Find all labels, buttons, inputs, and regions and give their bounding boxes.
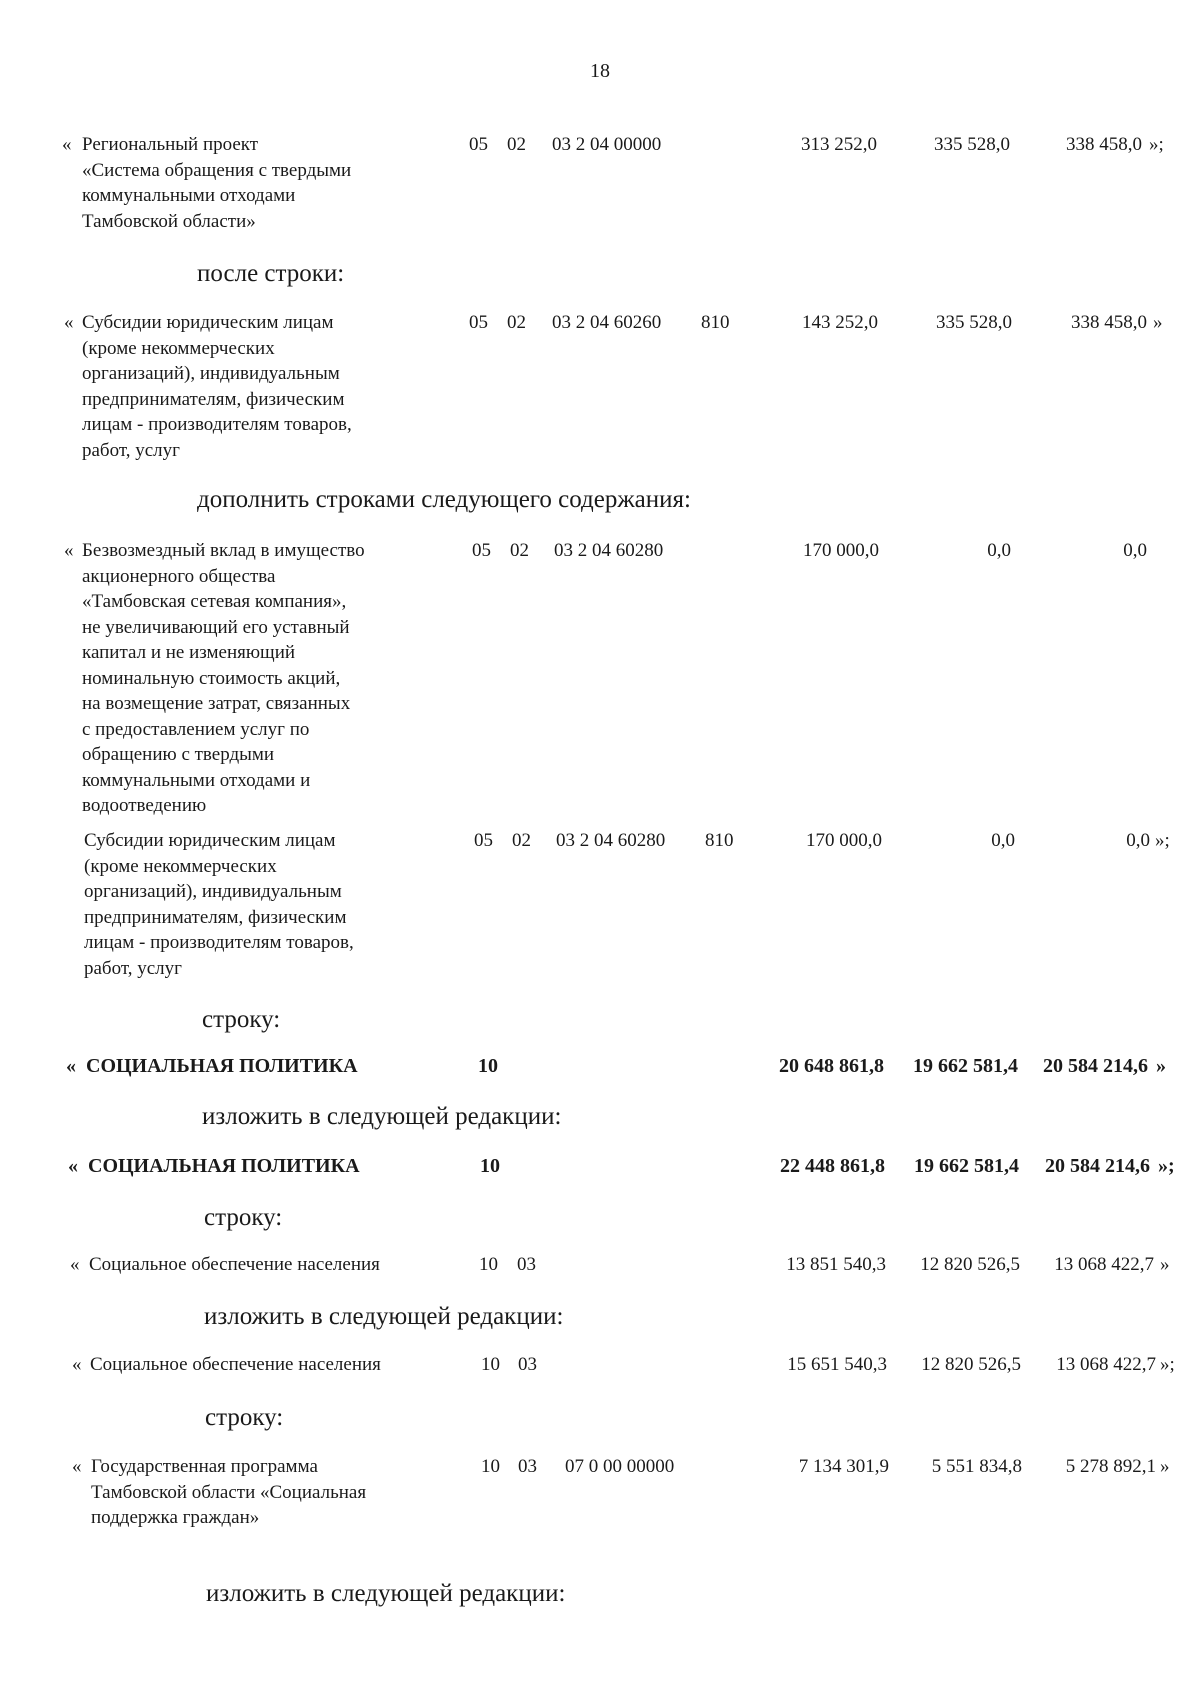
subsection-code: 03 [517, 1254, 536, 1275]
close-quote: »; [1160, 1354, 1175, 1375]
instruction-text: изложить в следующей редакции: [206, 1580, 566, 1607]
section-code: 10 [481, 1456, 500, 1477]
subsection-code: 02 [512, 830, 531, 851]
amount-year-2: 0,0 [991, 830, 1015, 851]
amount-year-3: 0,0 [1123, 540, 1147, 561]
subsection-code: 03 [518, 1456, 537, 1477]
instruction-text: после строки: [197, 260, 345, 287]
expense-type-code: 810 [701, 312, 730, 333]
row-name: СОЦИАЛЬНАЯ ПОЛИТИКА [88, 1155, 360, 1177]
open-quote: « [64, 540, 74, 561]
close-quote: » [1153, 312, 1163, 333]
open-quote: « [62, 134, 72, 155]
subsection-code: 02 [507, 134, 526, 155]
row-name: Социальное обеспечение населения [89, 1254, 380, 1275]
amount-year-2: 12 820 526,5 [921, 1354, 1021, 1375]
section-code: 10 [478, 1055, 498, 1077]
amount-year-2: 19 662 581,4 [913, 1055, 1018, 1077]
instruction-text: изложить в следующей редакции: [202, 1103, 562, 1130]
amount-year-2: 5 551 834,8 [931, 1456, 1022, 1477]
close-quote: » [1156, 1055, 1166, 1077]
row-name: Субсидии юридическим лицам (кроме некоммерческих организаций), индивидуальным предпринимателям, физическим лицам - производителям товаров, работ, услуг [84, 830, 354, 979]
row-name: СОЦИАЛЬНАЯ ПОЛИТИКА [86, 1055, 358, 1077]
amount-year-2: 19 662 581,4 [914, 1155, 1019, 1177]
section-code: 10 [479, 1254, 498, 1275]
amount-year-2: 0,0 [987, 540, 1011, 561]
row-name: Субсидии юридическим лицам (кроме некоммерческих организаций), индивидуальным предпринимателям, физическим лицам - производителям товаров, работ, услуг [82, 312, 352, 461]
section-code: 10 [481, 1354, 500, 1375]
amount-year-2: 335 528,0 [936, 312, 1012, 333]
open-quote: « [70, 1254, 80, 1275]
amount-year-1: 143 252,0 [802, 312, 878, 333]
close-quote: » [1160, 1456, 1170, 1477]
row-name: Безвозмездный вклад в имущество акционерного общества «Тамбовская сетевая компания», не увеличивающий его уставный капитал и не изменяющий номинальную стоимость акций, на возмещение затрат, связанных с предоставлением услуг по обращению с твердыми коммунальными отходами и водоотведению [82, 540, 365, 816]
amount-year-3: 338 458,0 [1071, 312, 1147, 333]
instruction-text: строку: [202, 1006, 281, 1033]
instruction-text: изложить в следующей редакции: [204, 1303, 564, 1330]
amount-year-3: 5 278 892,1 [1065, 1456, 1156, 1477]
amount-year-1: 15 651 540,3 [787, 1354, 887, 1375]
amount-year-1: 20 648 861,8 [779, 1055, 884, 1077]
open-quote: « [64, 312, 74, 333]
page-number: 18 [590, 60, 610, 82]
open-quote: « [72, 1354, 82, 1375]
target-article-code: 03 2 04 60260 [552, 312, 662, 333]
close-quote: »; [1158, 1155, 1175, 1177]
instruction-text: строку: [205, 1404, 284, 1431]
row-name: Государственная программа Тамбовской области «Социальная поддержка граждан» [91, 1456, 367, 1528]
subsection-code: 02 [510, 540, 529, 561]
section-code: 05 [469, 134, 488, 155]
amount-year-3: 338 458,0 [1066, 134, 1142, 155]
close-quote: »; [1149, 134, 1164, 155]
subsection-code: 03 [518, 1354, 537, 1375]
amount-year-2: 12 820 526,5 [920, 1254, 1020, 1275]
amount-year-1: 313 252,0 [801, 134, 877, 155]
amount-year-3: 0,0 [1126, 830, 1150, 851]
amount-year-3: 13 068 422,7 [1054, 1254, 1154, 1275]
row-name: Региональный проект «Система обращения с твердыми коммунальными отходами Тамбовской области» [82, 134, 352, 232]
expense-type-code: 810 [705, 830, 734, 851]
open-quote: « [68, 1155, 78, 1177]
amount-year-3: 13 068 422,7 [1056, 1354, 1156, 1375]
target-article-code: 07 0 00 00000 [565, 1456, 675, 1477]
subsection-code: 02 [507, 312, 526, 333]
row-name: Социальное обеспечение населения [90, 1354, 381, 1375]
instruction-text: дополнить строками следующего содержания: [197, 486, 691, 513]
section-code: 05 [474, 830, 493, 851]
amount-year-2: 335 528,0 [934, 134, 1010, 155]
close-quote: »; [1155, 830, 1170, 851]
target-article-code: 03 2 04 00000 [552, 134, 662, 155]
open-quote: « [66, 1055, 76, 1077]
amount-year-1: 170 000,0 [803, 540, 879, 561]
amount-year-3: 20 584 214,6 [1045, 1155, 1150, 1177]
target-article-code: 03 2 04 60280 [554, 540, 664, 561]
amount-year-1: 170 000,0 [806, 830, 882, 851]
instruction-text: строку: [204, 1204, 283, 1231]
amount-year-1: 22 448 861,8 [780, 1155, 885, 1177]
target-article-code: 03 2 04 60280 [556, 830, 666, 851]
amount-year-1: 7 134 301,9 [798, 1456, 889, 1477]
section-code: 05 [472, 540, 491, 561]
section-code: 10 [480, 1155, 500, 1177]
amount-year-3: 20 584 214,6 [1043, 1055, 1148, 1077]
close-quote: » [1160, 1254, 1170, 1275]
section-code: 05 [469, 312, 488, 333]
amount-year-1: 13 851 540,3 [786, 1254, 886, 1275]
open-quote: « [72, 1456, 82, 1477]
